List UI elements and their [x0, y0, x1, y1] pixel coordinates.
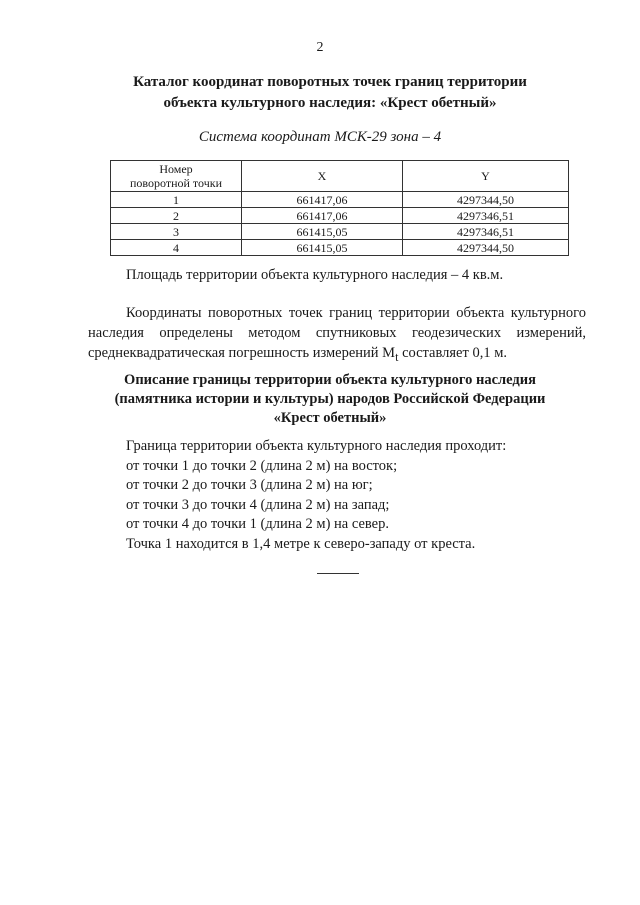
- route-segment: от точки 3 до точки 4 (длина 2 м) на запад;: [126, 496, 390, 513]
- cell-point: 4: [111, 240, 242, 256]
- cell-x: 661415,05: [242, 240, 403, 256]
- page-number: 2: [316, 40, 324, 55]
- end-divider: [317, 573, 359, 574]
- header-point-number: [111, 161, 242, 192]
- cell-point: 3: [111, 224, 242, 240]
- header-y: Y: [403, 161, 569, 192]
- boundary-description-heading: [80, 371, 580, 428]
- cell-y: 4297344,50: [403, 192, 569, 208]
- method-text-before: Координаты поворотных точек границ территории объекта культурного наследия определены методом спутниковых геодезических измерений, среднеквадратическая погрешность измерений M: [88, 305, 586, 361]
- table-row: [111, 224, 569, 240]
- method-paragraph: [88, 303, 586, 367]
- cell-y: 4297344,50: [403, 240, 569, 256]
- table-row: [111, 208, 569, 224]
- method-text-after: составляет 0,1 м.: [398, 345, 508, 361]
- catalog-title-line-1: Каталог координат поворотных точек границ территории: [133, 74, 527, 90]
- route-segment: от точки 2 до точки 3 (длина 2 м) на юг;: [126, 477, 373, 493]
- heading-line-1: Описание границы территории объекта культурного наследия: [124, 372, 536, 388]
- catalog-title-line-2: объекта культурного наследия: «Крест обетный»: [163, 95, 497, 111]
- route-intro: Граница территории объекта культурного наследия проходит:: [126, 438, 507, 454]
- header-point-line-2: поворотной точки: [130, 176, 222, 190]
- table-header-row: [111, 161, 569, 192]
- table-row: [111, 240, 569, 256]
- cell-x: 661417,06: [242, 208, 403, 224]
- route-segment: от точки 1 до точки 2 (длина 2 м) на восток;: [126, 457, 398, 474]
- area-paragraph: Площадь территории объекта культурного наследия – 4 кв.м.: [126, 267, 504, 283]
- route-note: Точка 1 находится в 1,4 метре к северо-западу от креста.: [126, 535, 476, 552]
- header-x: X: [242, 161, 403, 192]
- heading-line-2: (памятника истории и культуры) народов Российской Федерации: [114, 391, 546, 407]
- coordinates-table: [110, 160, 569, 256]
- boundary-route: [126, 437, 586, 554]
- method-subscript: t: [395, 349, 399, 364]
- catalog-title: [100, 72, 560, 114]
- table-row: [111, 192, 569, 208]
- cell-point: 2: [111, 208, 242, 224]
- cell-point: 1: [111, 192, 242, 208]
- route-segment: от точки 4 до точки 1 (длина 2 м) на север.: [126, 516, 389, 532]
- coordinate-system-subtitle: Система координат МСК-29 зона – 4: [198, 129, 442, 145]
- header-point-line-1: Номер: [159, 162, 193, 176]
- cell-y: 4297346,51: [403, 224, 569, 240]
- cell-x: 661417,06: [242, 192, 403, 208]
- cell-x: 661415,05: [242, 224, 403, 240]
- heading-line-3: «Крест обетный»: [273, 410, 387, 426]
- cell-y: 4297346,51: [403, 208, 569, 224]
